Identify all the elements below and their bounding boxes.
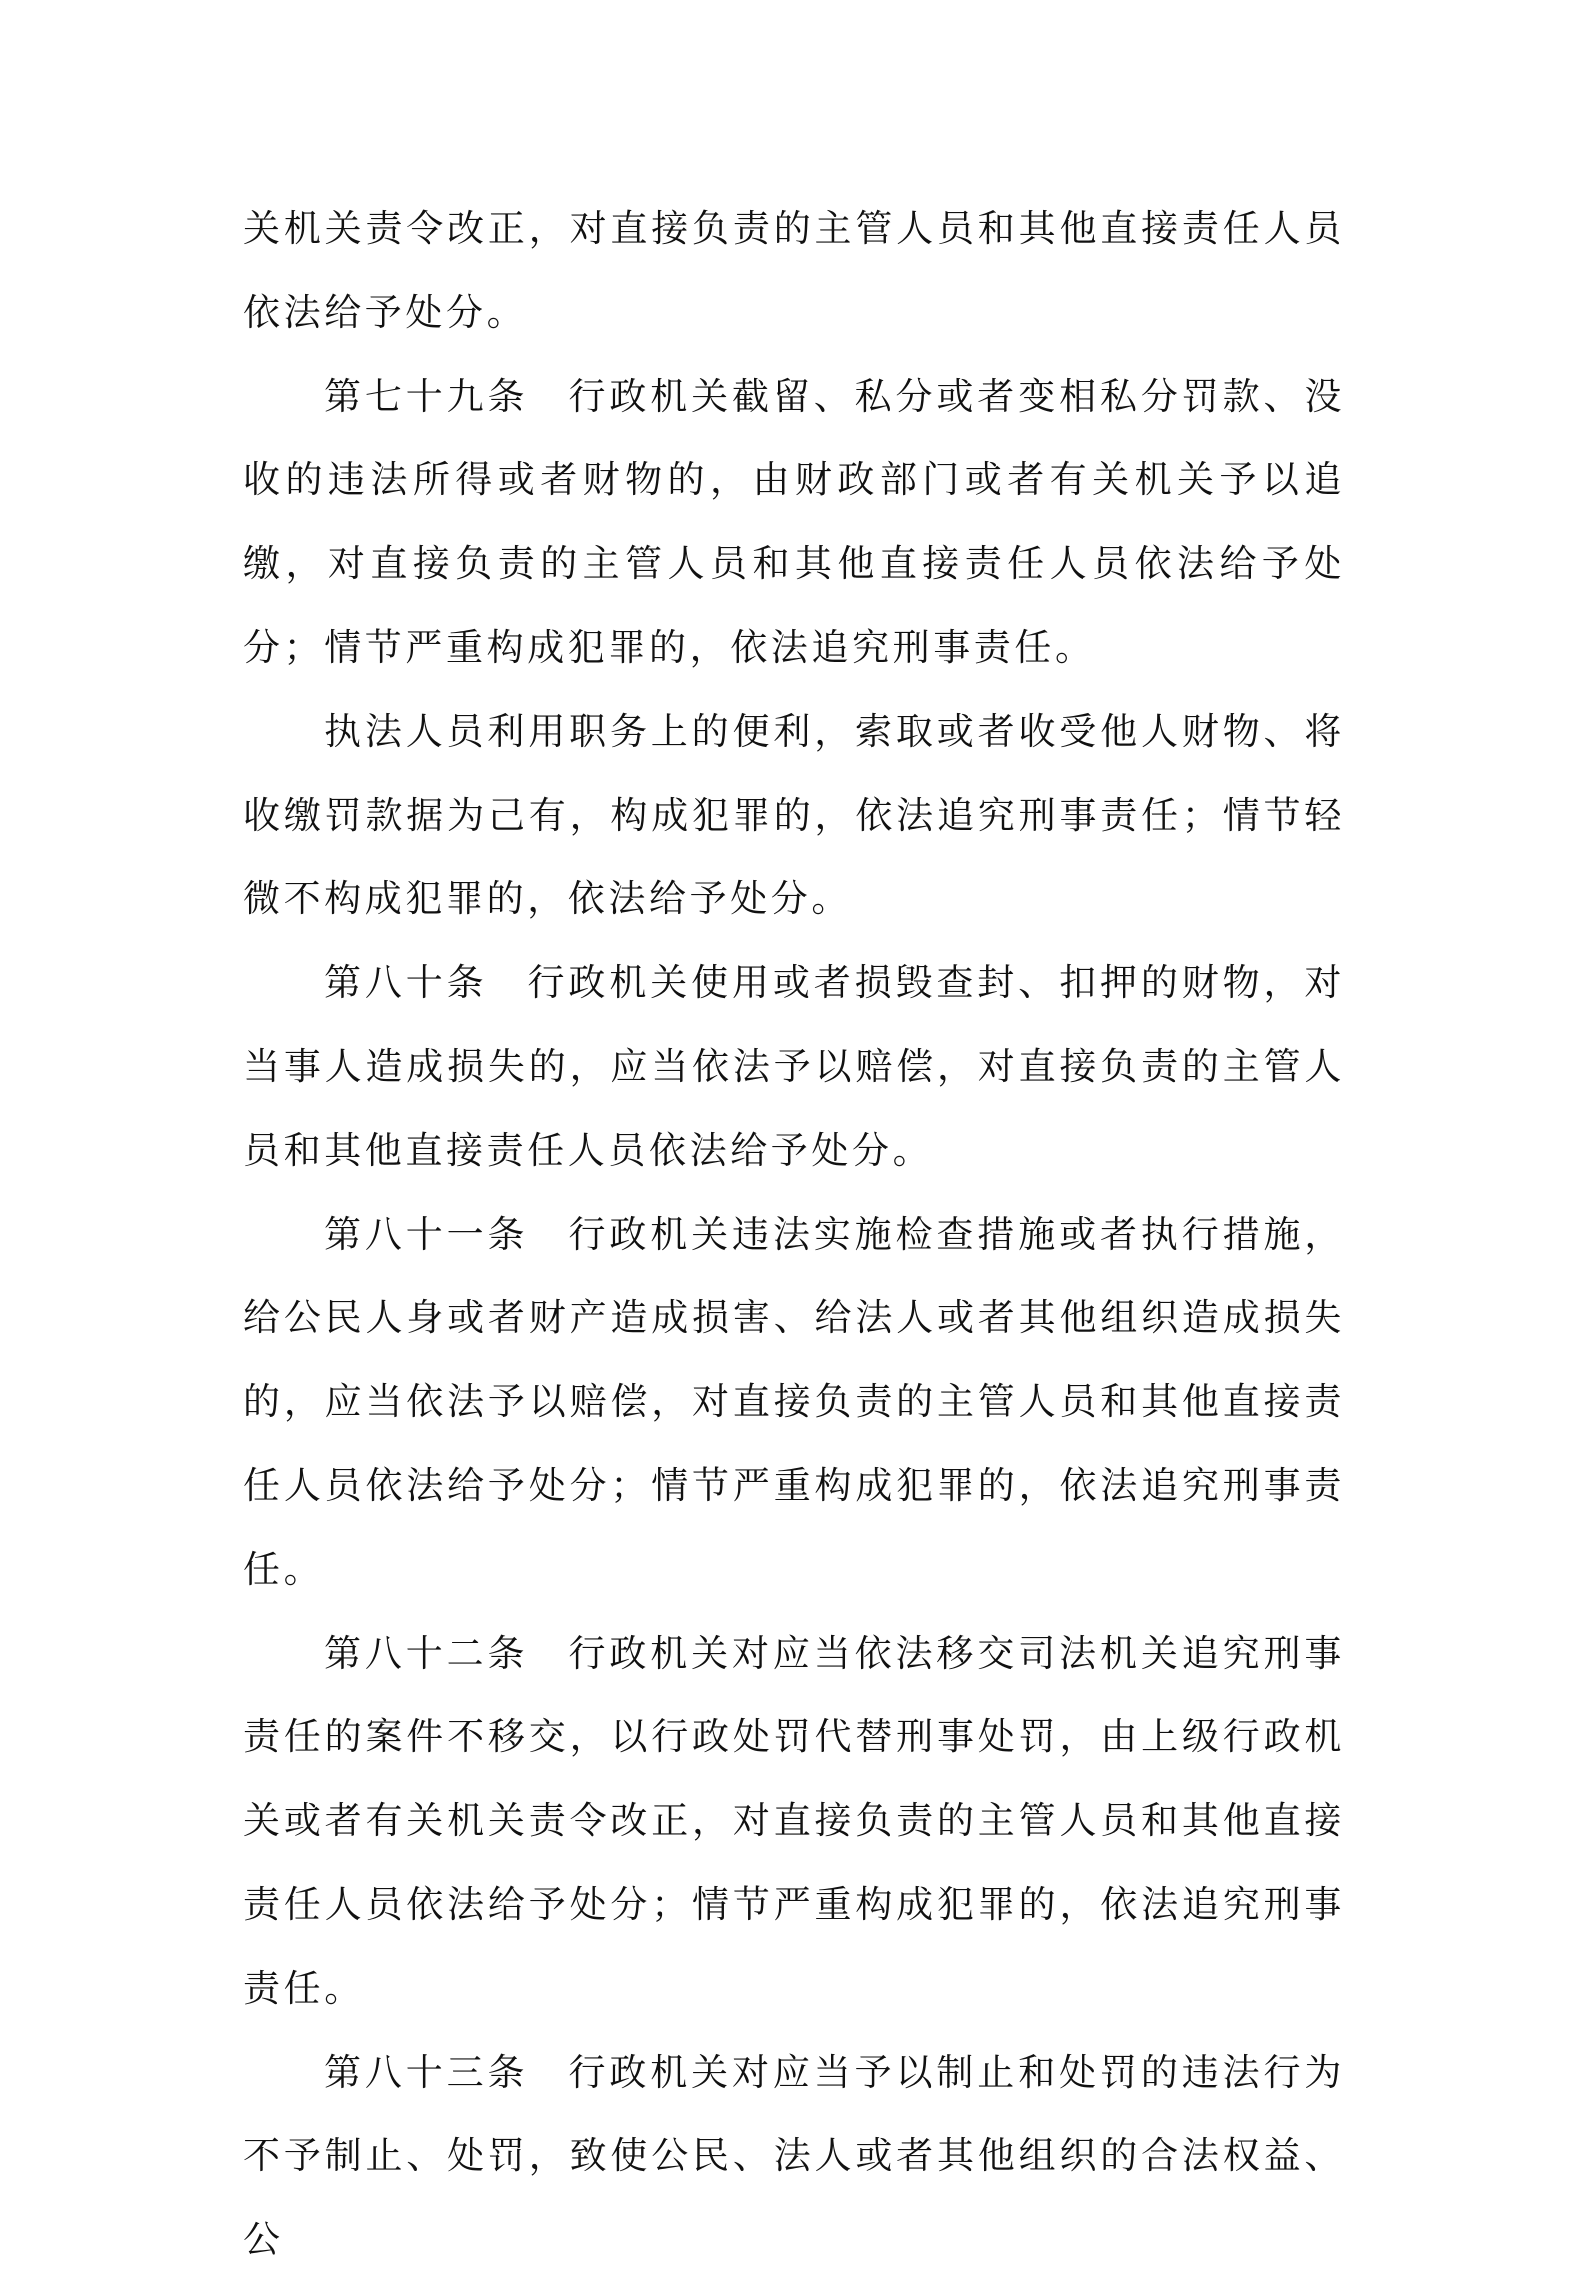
article-number: 第八十二条 — [324, 1631, 529, 1675]
paragraph-text: 行政机关截留、私分或者变相私分罚款、没收的违法所得或者财物的，由财政部门或者有关机关予以追缴，对直接负责的主管人员和其他直接责任人员依法给予处分；情节严重构成犯罪的，依法追究刑事责任。 — [243, 374, 1345, 669]
article-number: 第八十条 — [324, 961, 488, 1005]
article-number: 第七十九条 — [324, 374, 529, 418]
article-number: 第八十一条 — [324, 1212, 529, 1256]
article-number: 第八十三条 — [324, 2050, 529, 2094]
paragraph-text: 行政机关使用或者损毁查封、扣押的财物，对当事人造成损失的，应当依法予以赔偿，对直接负责的主管人员和其他直接责任人员依法给予处分。 — [243, 961, 1345, 1172]
article-82 — [243, 1612, 1345, 2031]
paragraph-text: 行政机关违法实施检查措施或者执行措施，给公民人身或者财产造成损害、给法人或者其他组织造成损失的，应当依法予以赔偿，对直接负责的主管人员和其他直接责任人员依法给予处分；情节严重构成犯罪的，依法追究刑事责任。 — [243, 1212, 1345, 1591]
paragraph-text: 行政机关对应当依法移交司法机关追究刑事责任的案件不移交，以行政处罚代替刑事处罚，由上级行政机关或者有关机关责令改正，对直接负责的主管人员和其他直接责任人员依法给予处分；情节严重构成犯罪的，依法追究刑事责任。 — [243, 1631, 1345, 2010]
paragraph-text: 关机关责令改正，对直接负责的主管人员和其他直接责任人员依法给予处分。 — [243, 207, 1345, 334]
paragraph-continuation — [243, 187, 1345, 355]
paragraph-text: 执法人员利用职务上的便利，索取或者收受他人财物、将收缴罚款据为己有，构成犯罪的，依法追究刑事责任；情节轻微不构成犯罪的，依法给予处分。 — [243, 709, 1345, 921]
document-page — [243, 187, 1345, 2282]
article-81 — [243, 1193, 1345, 1612]
article-80 — [243, 941, 1345, 1192]
paragraph-text: 行政机关对应当予以制止和处罚的违法行为不予制止、处罚，致使公民、法人或者其他组织的合法权益、公 — [243, 2050, 1345, 2262]
article-79-clause-2 — [243, 690, 1345, 941]
article-83 — [243, 2031, 1345, 2282]
article-79 — [243, 355, 1345, 690]
